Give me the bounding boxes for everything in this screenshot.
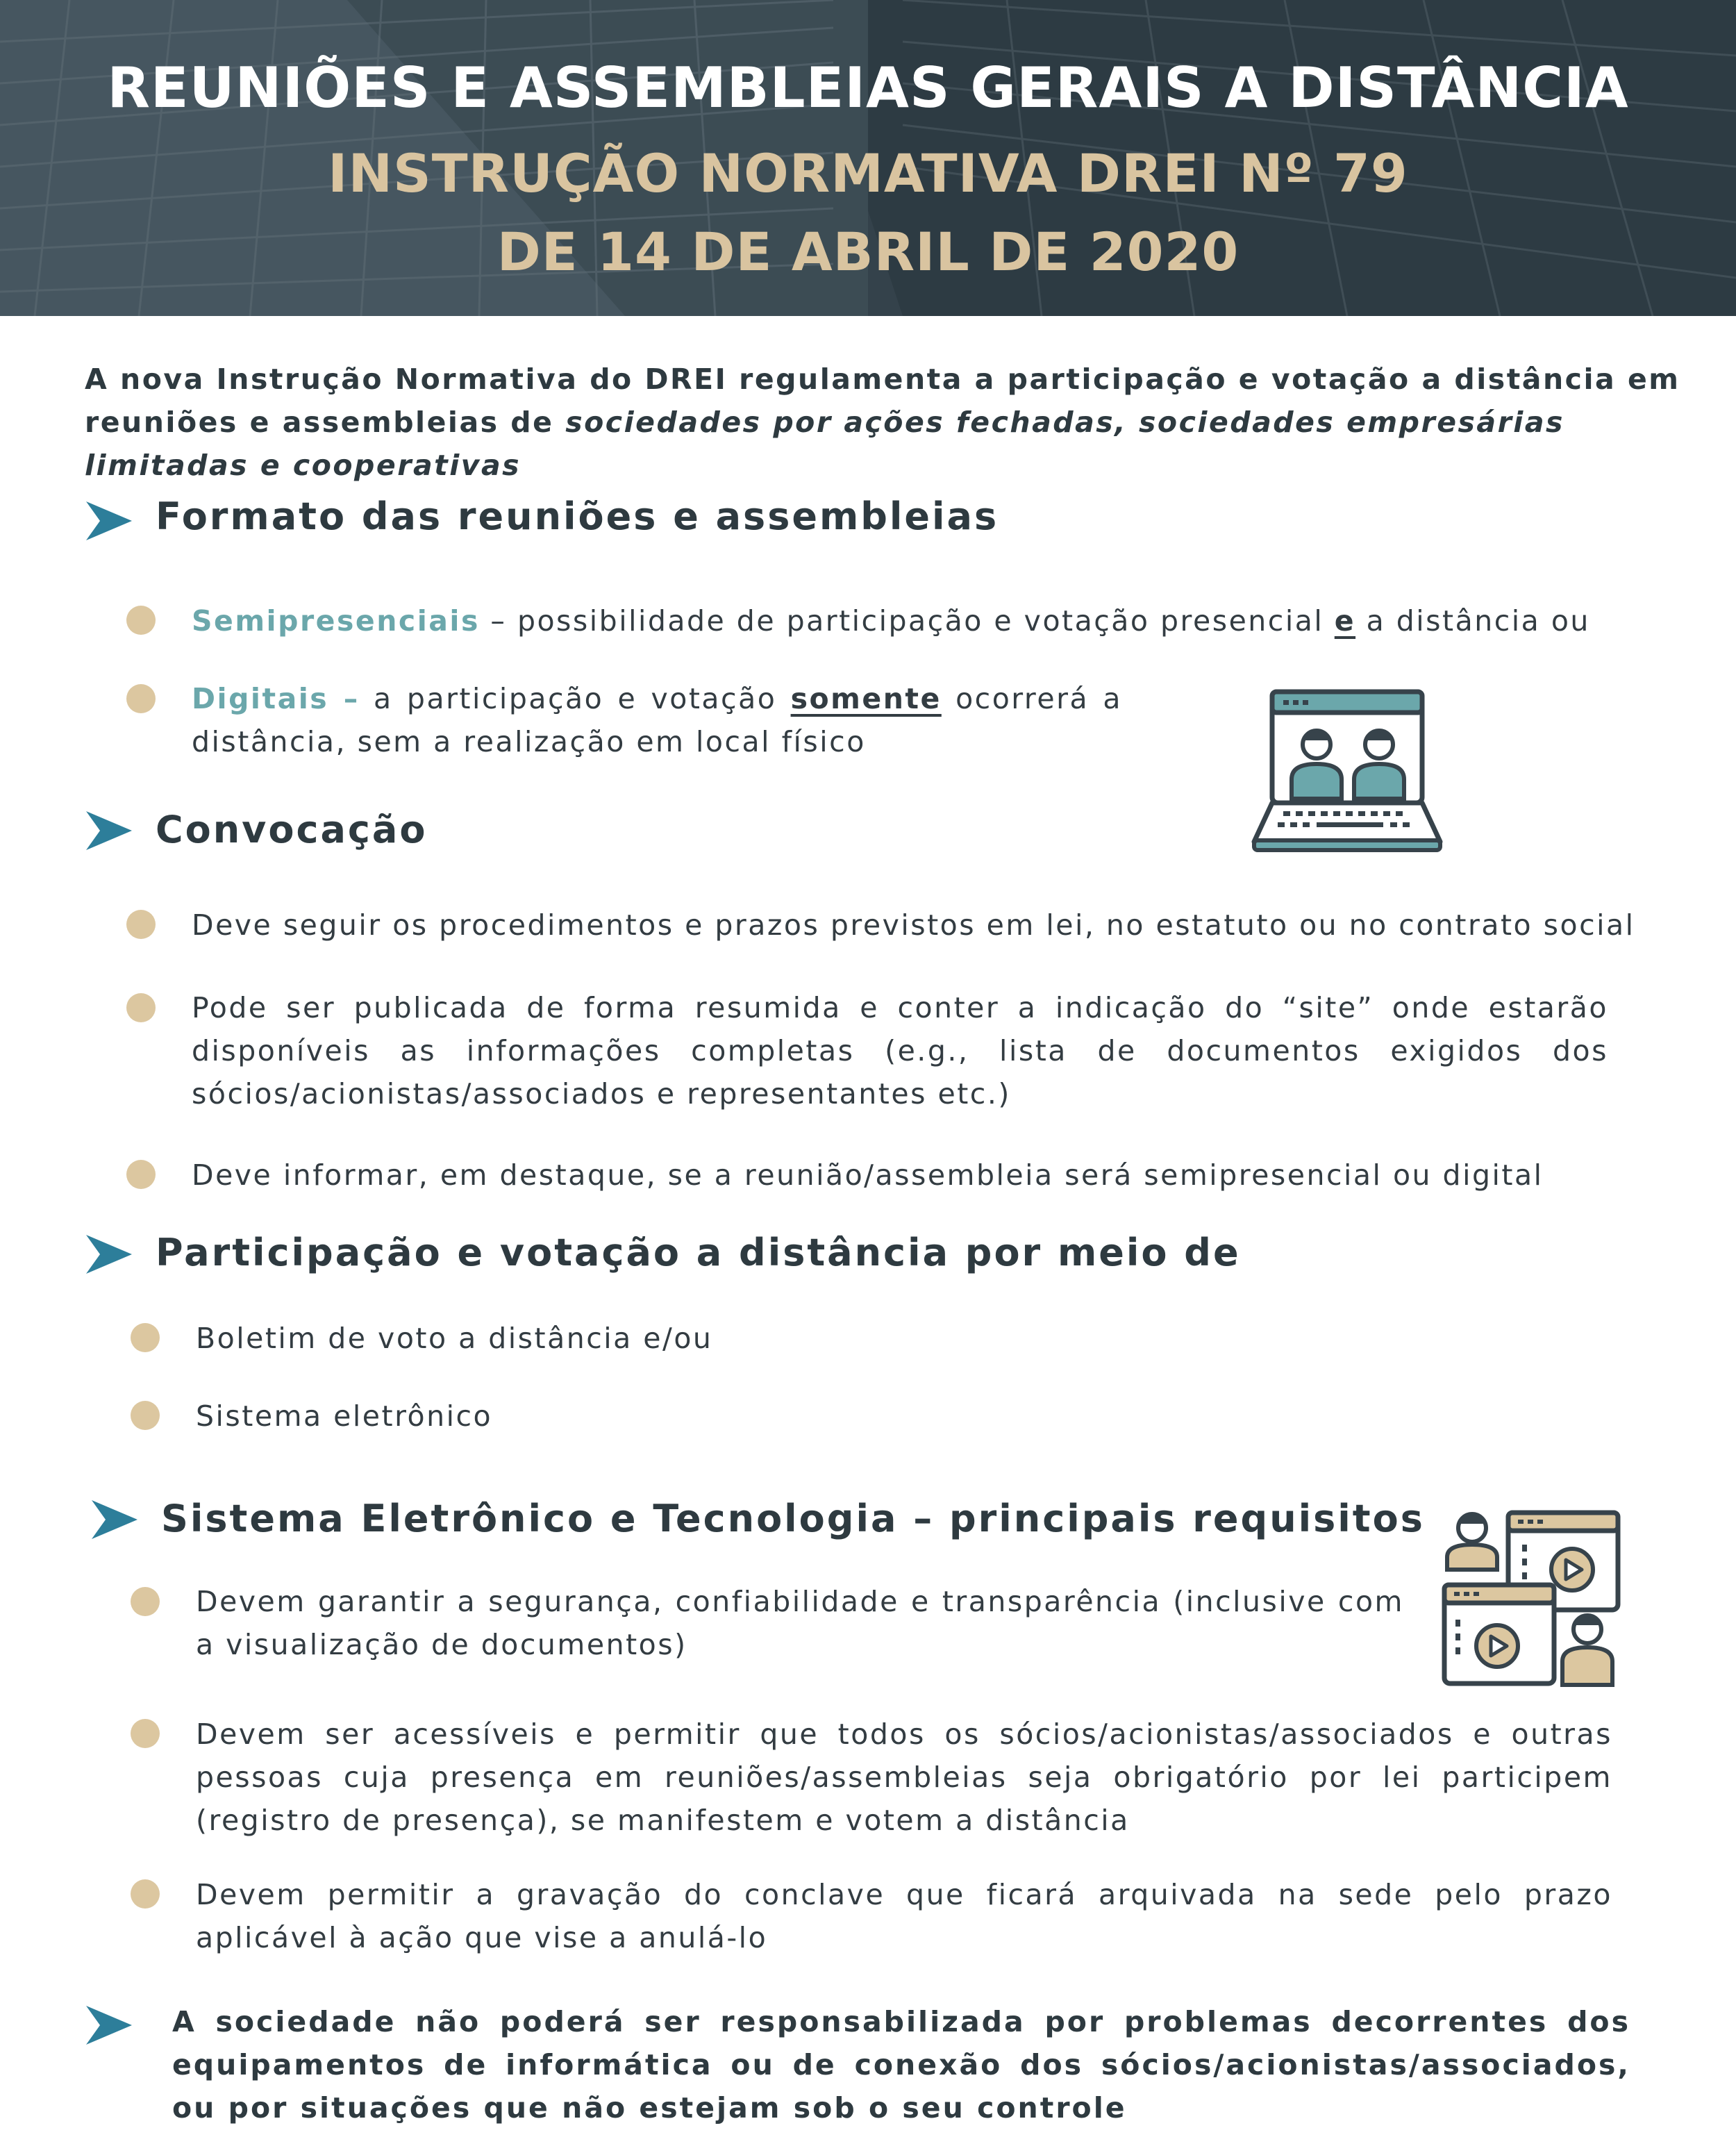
item-text: a participação e votação [359,682,791,715]
header-subtitle-line1: INSTRUÇÃO NORMATIVA DREI Nº 79 [328,142,1408,204]
video-call-windows-icon [1440,1503,1622,1690]
list-item: Sistema eletrônico [196,1399,493,1433]
section-title-sistema: Sistema Eletrônico e Tecnologia – principais requisitos [161,1497,1425,1540]
list-item: Devem ser acessíveis e permitir que todos os sócios/acionistas/associados e outras pessoas cuja presença em reuniões/assembleias seja obrigatório por lei participem (registro de presença), se manifestem e votem a distância [196,1718,1612,1837]
bullet [126,1160,156,1189]
emphasis-somente: somente [790,682,942,715]
bullet [126,993,156,1022]
emphasis-e: e [1334,604,1356,638]
header-banner [0,0,1736,316]
intro-text: A nova Instrução Normativa do DREI regulamenta a participação e votação a distância em reuniões e assembleias de [85,363,1680,439]
term-semipresenciais: Semipresenciais [192,604,480,638]
list-item: Pode ser publicada de forma resumida e conter a indicação do “site” onde estarão disponíveis as informações completas (e.g., lista de documentos exigidos dos sócios/acionistas/associados e representantes etc.) [192,991,1608,1111]
chevron-right-icon [86,501,132,540]
header-title: REUNIÕES E ASSEMBLEIAS GERAIS A DISTÂNCIA [107,56,1629,120]
intro-italic-text: sociedades por ações fechadas, sociedades empresárias limitadas e cooperativas [85,406,1564,482]
section-title-convocacao: Convocação [156,808,428,851]
section-title-participacao: Participação e votação a distância por meio de [156,1231,1241,1274]
chevron-right-icon [86,1235,132,1274]
intro-paragraph [85,358,1682,487]
bullet [131,1401,160,1430]
list-item: Devem permitir a gravação do conclave que ficará arquivada na sede pelo prazo aplicável à ação que vise a anulá-lo [196,1878,1612,1954]
bullet [131,1587,160,1616]
chevron-right-icon [92,1500,137,1539]
video-conference-laptop-icon [1250,688,1444,854]
section-title-formato: Formato das reuniões e assembleias [156,494,999,538]
header-subtitle-line2: DE 14 DE ABRIL DE 2020 [496,221,1240,283]
chevron-right-icon [86,811,132,850]
item-text: ocorrerá a distância, sem a realização em local físico [192,682,1122,758]
bullet [131,1719,160,1748]
bullet [131,1879,160,1909]
bullet [126,684,156,713]
list-item: Devem garantir a segurança, confiabilidade e transparência (inclusive com a visualização de documentos) [196,1585,1404,1661]
final-note: A sociedade não poderá ser responsabilizada por problemas decorrentes dos equipamentos de informática ou de conexão dos sócios/acionistas/associados, ou por situações que não estejam sob o seu controle [172,2005,1630,2125]
bullet [131,1323,160,1352]
list-item: Boletim de voto a distância e/ou [196,1322,713,1355]
item-text: – possibilidade de participação e votação presencial [479,604,1335,638]
bullet [126,606,156,635]
chevron-right-icon [86,2006,132,2045]
list-item-digitais [192,677,1122,763]
list-item: Deve seguir os procedimentos e prazos previstos em lei, no estatuto ou no contrato social [192,908,1635,942]
term-digitais: Digitais – [192,682,360,715]
item-text: a distância ou [1355,604,1590,638]
bullet [126,910,156,939]
list-item-semipresenciais [192,599,1590,642]
list-item: Deve informar, em destaque, se a reunião/assembleia será semipresencial ou digital [192,1158,1544,1192]
